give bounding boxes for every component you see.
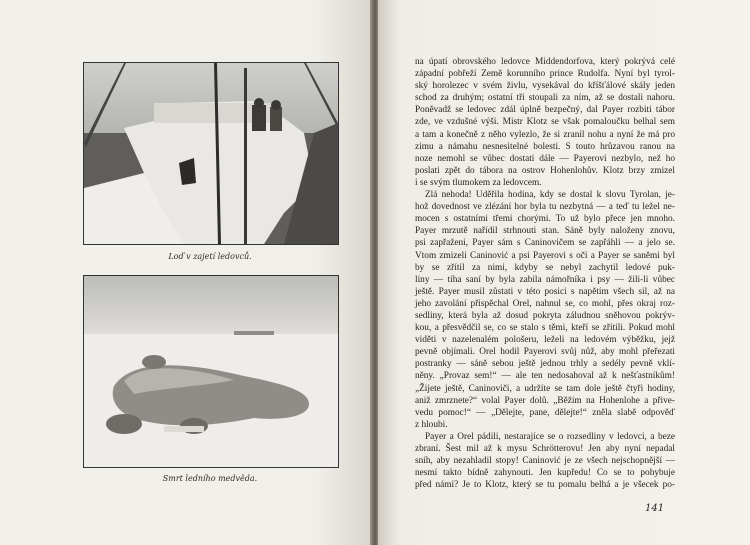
ship-in-ice-image: [84, 63, 338, 244]
text-line: Poněvadž se ledovec zdál úplně bezpečný, dal Payer rozbiti tábor: [415, 105, 675, 116]
page-number: 141: [645, 503, 665, 514]
text-line: kou, a přesvědčil se, co se stalo s těmi, kteří se zřítili. Pokud mohl: [415, 323, 675, 334]
text-line: zbraní. Šest mil až k mysu Schrötterovu! Jen aby nyní nepadal: [415, 444, 675, 454]
text-line: i se svým tlumokem za ledovcem.: [415, 177, 542, 188]
text-line: hož dovednost ve zlézání hor byla tu nezbytná — a teď tu ležel ne-: [415, 202, 675, 213]
text-line: Vtom zmizeli Caninović a psi Payerovi s očí a Payer se saněmi byl: [415, 250, 675, 261]
text-line: liny — tíha saní by byla zabila námořníka i psy — žili-li vůbec: [415, 274, 675, 285]
text-line: viděti v nazelenalém pološeru, leželi na ledovém výběžku, jejž: [415, 335, 675, 346]
text-line: aniž zmrznete?“ volal Payer dolů. „Běžím na Hohenlohe a přive-: [415, 395, 675, 406]
polar-bear-photo: [83, 275, 339, 468]
text-line: před námi? Je to Klotz, který se tu pomalu belhá a je všecek po-: [415, 480, 675, 491]
text-line: něny. „Provaz sem!“ — ale ten nedosahoval až k nešťastníkům!: [415, 371, 675, 382]
caption-bear: Smrt ledního medvěda.: [162, 474, 258, 483]
text-line: Payer a Orel pádili, nestarajíce se o rozsedliny v ledovci, a beze: [425, 431, 675, 442]
text-line: Zlá nehoda! Uděřila hodina, kdy se dostal k slovu Tyrolan, je-: [425, 190, 675, 201]
text-line: a tam a konečně z něho vylezlo, že si zranil nohu a nyní že má pro: [415, 129, 675, 140]
text-line: Payer mrzutě nařídil strhnouti stan. Sáně byly naloženy znovu,: [415, 226, 675, 237]
text-line: zde, ve vzdušné výši. Mistr Klotz se však pomaloučku belhal sem: [415, 117, 675, 128]
text-line: ještě. Payer musil zůstati v této posici s napětím všech sil, až na: [415, 286, 675, 297]
text-line: nesmí takto bídně zahynouti. Jen kupředu! Co se to pohybuje: [415, 468, 675, 479]
text-line: pevně objímali. Orel hodil Payerovi svůj nůž, aby mohl přeřezati: [415, 347, 675, 358]
text-line: psi zapřaženi, Payer sám s Caninovičem se zapřáhli — a jelo se.: [415, 238, 675, 249]
text-line: jeho zavolání přispěchal Orel, nahnul se, co mohl, přes okraj roz-: [415, 298, 675, 309]
ship-in-ice-photo: [83, 62, 339, 245]
text-line: sníh, aby nezahladil stopy! Caninović je ze všech nejschopnější —: [415, 456, 675, 467]
text-line: poslati zpět do tábora na ostrov Hohenlohův. Klotz brzy zmizel: [415, 165, 675, 176]
text-line: by se zřítil za nimi, kdyby se nebyl zachytil ledové puk-: [415, 262, 675, 273]
text-line: mocen s ostatními třemi chorými. To už bylo přece jen mnoho.: [415, 214, 675, 225]
text-line: schod za druhým; ostatní tři stoupali za ním, až se dostali nahoru.: [415, 93, 675, 104]
left-page: [0, 0, 372, 545]
text-line: sedliny, která byla až dosud pokryta záludnou sněhovou pokrýv-: [415, 310, 675, 321]
text-line: na úpatí obrovského ledovce Middendorfova, který pokrývá celé: [415, 57, 675, 67]
text-line: postranky — sáně sebou ještě jednou trhly a sedély pevně vklí-: [415, 359, 675, 370]
body-text: [415, 56, 675, 491]
text-line: „Žijete ještě, Caninoviči, a udržíte se tam dole ještě čtyři hodiny,: [415, 383, 675, 394]
text-line: z hloubi.: [415, 419, 448, 430]
polar-bear-image: [84, 276, 338, 467]
text-line: vedu pomoc!“ — „Dělejte, pane, dělejte!“ zněla slabě odpověď: [415, 407, 675, 418]
caption-ship: Loď v zajetí ledovců.: [168, 252, 252, 261]
text-line: zimu a námahu nesnesitelné bolesti. S touto hrůzavou ranou na: [415, 141, 675, 152]
text-line: západní pobřeží Země korunního prince Rudolfa. Nyní byl tyrol-: [415, 69, 675, 80]
text-line: ský horolezec v svém živlu, vysekával do kříšťálové skály jeden: [415, 81, 675, 92]
text-line: noze nemohl se vůbec dostati dále — Payerovi nezbylo, než ho: [415, 153, 675, 164]
